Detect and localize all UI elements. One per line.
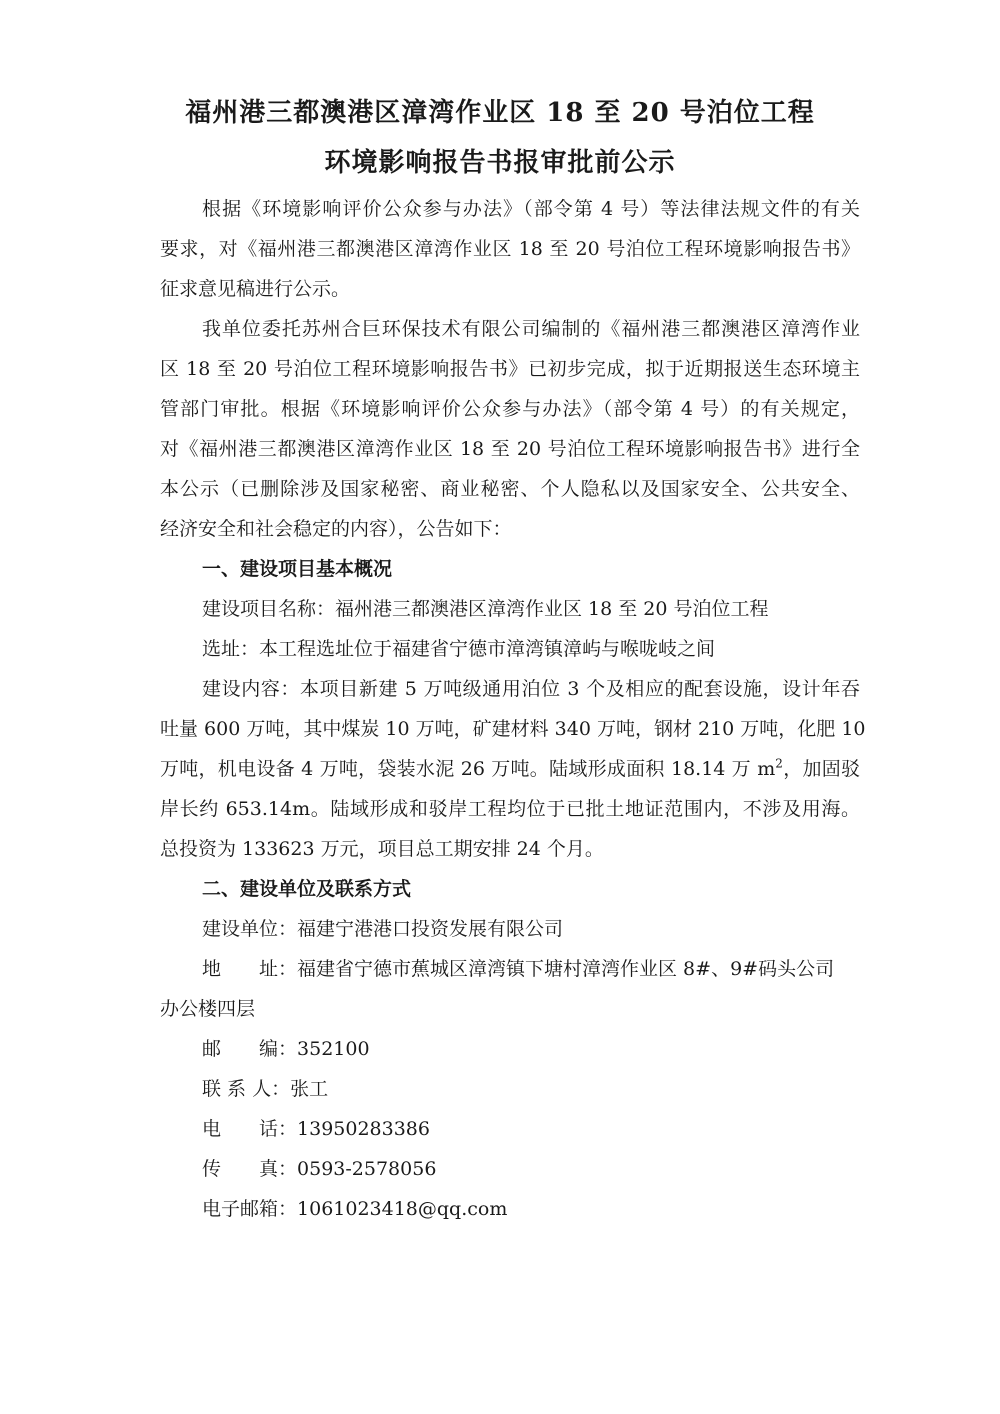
phone-value: 13950283386	[297, 1118, 430, 1140]
para1-line-2: 要求，对《福州港三都澳港区漳湾作业区 18 至 20 号泊位工程环境影响报告书》	[160, 238, 860, 260]
address-cont-line: 办公楼四层	[160, 998, 256, 1020]
content-line-1: 建设内容：本项目新建 5 万吨级通用泊位 3 个及相应的配套设施，设计年吞	[202, 678, 860, 700]
postcode-value: 352100	[297, 1038, 370, 1060]
content-line-3-tail: ，加固驳	[782, 758, 860, 780]
section2-heading: 二、建设单位及联系方式	[202, 878, 412, 900]
phone-label: 电 话：	[202, 1118, 298, 1140]
postcode-label: 邮 编：	[202, 1038, 298, 1060]
content-line-3	[160, 756, 860, 782]
para1-line-1: 根据《环境影响评价公众参与办法》（部令第 4 号）等法律法规文件的有关	[202, 198, 860, 220]
address-line	[202, 956, 860, 982]
fax-label: 传 真：	[202, 1158, 298, 1180]
para2-line-3: 管部门审批。根据《环境影响评价公众参与办法》（部令第 4 号）的有关规定，	[160, 398, 860, 420]
site-line: 选址：本工程选址位于福建省宁德市漳湾镇漳屿与喉咙岐之间	[202, 638, 716, 660]
content-line-2: 吐量 600 万吨，其中煤炭 10 万吨，矿建材料 340 万吨，钢材 210 万吨，化肥 10	[160, 718, 866, 740]
address-value: 福建省宁德市蕉城区漳湾镇下塘村漳湾作业区 8#、9#码头公司	[297, 958, 835, 980]
title-line-2: 环境影响报告书报审批前公示	[324, 148, 676, 178]
project-name-line: 建设项目名称：福州港三都澳港区漳湾作业区 18 至 20 号泊位工程	[202, 598, 769, 620]
email-value: 1061023418@qq.com	[297, 1198, 508, 1220]
section1-heading: 一、建设项目基本概况	[202, 558, 393, 580]
content-line-4: 岸长约 653.14m。陆域形成和驳岸工程均位于已批土地证范围内，不涉及用海。	[160, 798, 860, 820]
content-line-3-main: 万吨，机电设备 4 万吨，袋装水泥 26 万吨。陆域形成面积 18.14 万 m	[160, 758, 776, 780]
area-unit-superscript: 2	[775, 756, 783, 771]
para2-line-1: 我单位委托苏州合巨环保技术有限公司编制的《福州港三都澳港区漳湾作业	[202, 318, 860, 340]
para2-line-5: 本公示（已删除涉及国家秘密、商业秘密、个人隐私以及国家安全、公共安全、	[160, 478, 860, 500]
para2-line-6: 经济安全和社会稳定的内容），公告如下：	[160, 518, 512, 540]
contact-line	[202, 1076, 860, 1102]
fax-value: 0593-2578056	[297, 1158, 437, 1180]
contact-value: 张工	[290, 1078, 329, 1100]
title-line-1: 福州港三都澳港区漳湾作业区 18 至 20 号泊位工程	[185, 98, 815, 128]
para2-line-2: 区 18 至 20 号泊位工程环境影响报告书》已初步完成，拟于近期报送生态环境主	[160, 358, 860, 380]
para1-line-3: 征求意见稿进行公示。	[160, 278, 351, 300]
para2-line-4: 对《福州港三都澳港区漳湾作业区 18 至 20 号泊位工程环境影响报告书》进行全	[160, 438, 860, 460]
fax-line	[202, 1156, 860, 1182]
address-label: 地 址：	[202, 958, 298, 980]
postcode-line	[202, 1036, 860, 1062]
phone-line	[202, 1116, 860, 1142]
email-line	[202, 1196, 860, 1222]
email-label: 电子邮箱：	[202, 1198, 298, 1220]
unit-line: 建设单位：福建宁港港口投资发展有限公司	[202, 918, 564, 940]
content-line-5: 总投资为 133623 万元，项目总工期安排 24 个月。	[160, 838, 604, 860]
contact-label: 联 系 人：	[202, 1078, 291, 1100]
